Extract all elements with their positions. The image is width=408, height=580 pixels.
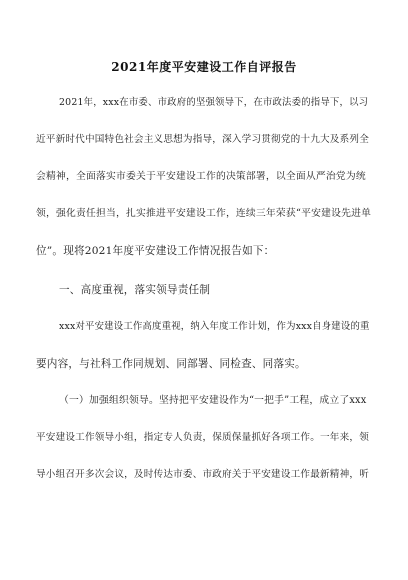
document-title: 2021年度平安建设工作自评报告	[111, 60, 297, 74]
paragraph-line-10: 导小组召开多次会议，及时传达市委、市政府关于平安建设工作最新精神，听	[36, 469, 369, 480]
paragraph-line-8: （一）加强组织领导。坚持把平安建设作为“一把手”工程，成立了xxx	[59, 395, 367, 406]
paragraph-line-9: 平安建设工作领导小组，指定专人负责，保质保量抓好各项工作。一年来，领	[36, 432, 369, 443]
paragraph-line-5: 位”。现将2021年度平安建设工作情况报告如下：	[36, 245, 275, 257]
paragraph-line-2: 近平新时代中国特色社会主义思想为指导，深入学习贯彻党的十九大及系列全	[36, 134, 369, 145]
paragraph-line-1: 2021年，xxx在市委、市政府的坚强领导下，在市政法委的指导下，以习	[59, 97, 369, 108]
section-heading-1: 一、高度重视，落实领导责任制	[59, 284, 211, 296]
paragraph-line-4: 领，强化责任担当，扎实推进平安建设工作，连续三年荣获“平安建设先进单	[36, 208, 372, 219]
paragraph-line-6: xxx对平安建设工作高度重视，纳入年度工作计划，作为xxx自身建设的重	[59, 321, 370, 332]
paragraph-line-3: 会精神，全面落实市委关于平安建设工作的决策部署，以全面从严治党为统	[36, 171, 366, 182]
paragraph-line-7: 要内容，与社科工作同规划、同部署、同检查、同落实。	[36, 358, 306, 370]
